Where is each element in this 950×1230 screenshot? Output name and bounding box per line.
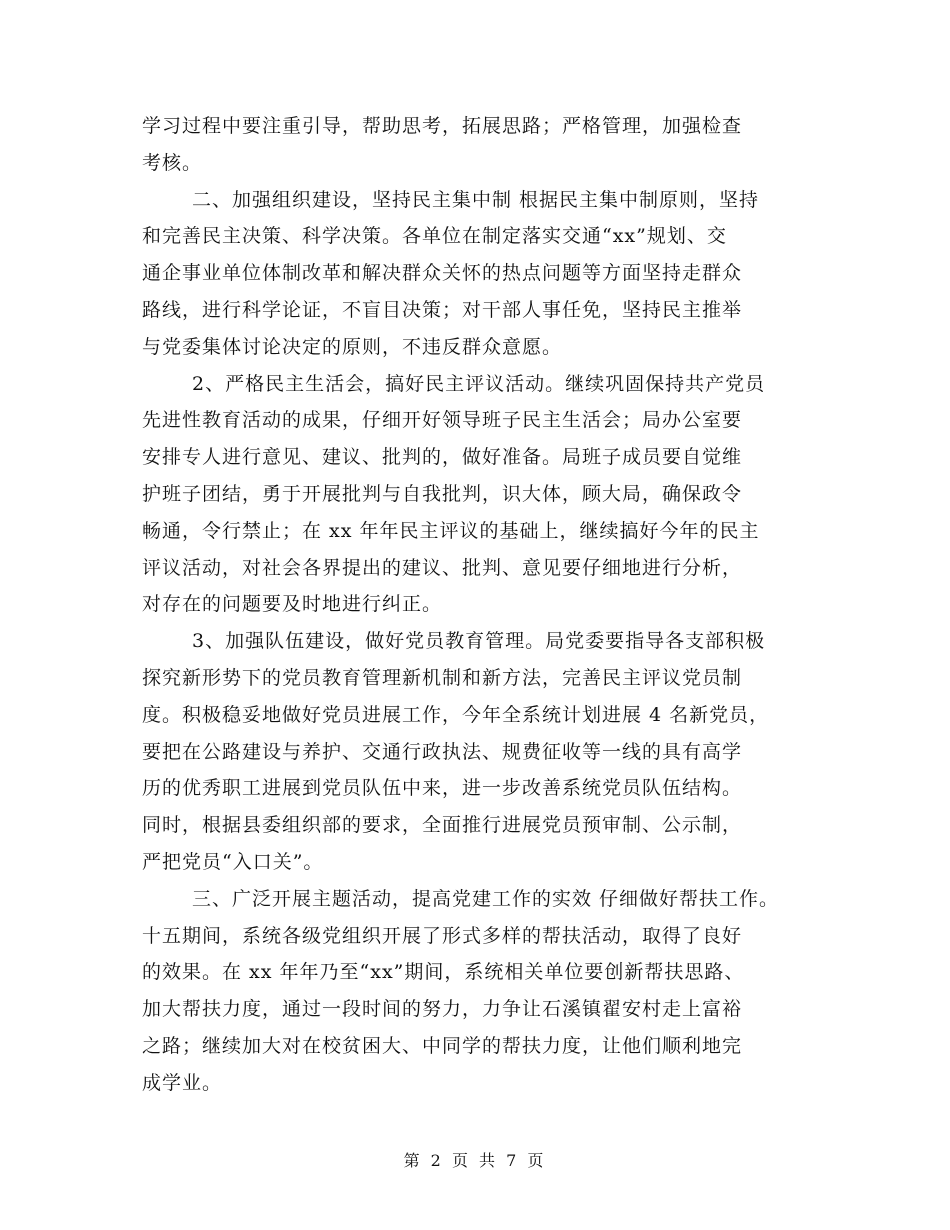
text-line: 和完善民主决策、科学决策。各单位在制定落实交通“xx”规划、交 [142,225,727,248]
text-line: 的效果。在 xx 年年乃至“xx”期间，系统相关单位要创新帮扶思路、 [142,961,745,984]
text-line: 畅通，令行禁止；在 xx 年年民主评议的基础上，继续搞好今年的民主 [142,519,760,542]
text-line: 要把在公路建设与养护、交通行政执法、规费征收等一线的具有高学 [142,740,743,763]
text-line: 加大帮扶力度，通过一段时间的努力，力争让石溪镇翟安村走上富裕 [142,998,743,1021]
text-line: 探究新形势下的党员教育管理新机制和新方法，完善民主评议党员制 [142,666,743,689]
text-line: 安排专人进行意见、建议、批判的，做好准备。局班子成员要自觉维 [142,446,743,469]
text-line: 度。积极稳妥地做好党员进展工作，今年全系统计划进展 4 名新党员， [142,703,770,726]
text-line: 评议活动，对社会各界提出的建议、批判、意见要仔细地进行分析， [142,556,743,579]
text-line: 同时，根据县委组织部的要求，全面推行进展党员预审制、公示制， [142,814,743,837]
text-line: 历的优秀职工进展到党员队伍中来，进一步改善系统党员队伍结构。 [142,777,743,800]
paragraph-start-line: 3、加强队伍建设，做好党员教育管理。局党委要指导各支部积极 [192,630,766,653]
text-line: 通企事业单位体制改革和解决群众关怀的热点问题等方面坚持走群众 [142,262,743,285]
text-line: 护班子团结，勇于开展批判与自我批判，识大体，顾大局，确保政令 [142,482,743,505]
text-line: 与党委集体讨论决定的原则，不违反群众意愿。 [142,335,563,358]
text-line: 成学业。 [142,1071,223,1094]
text-line: 考核。 [142,151,203,174]
section-heading-line: 二、加强组织建设，坚持民主集中制 根据民主集中制原则，坚持 [192,188,760,211]
page-number-footer: 第 2 页 共 7 页 [403,1151,547,1170]
paragraph-start-line: 2、严格民主生活会，搞好民主评议活动。继续巩固保持共产党员 [192,372,766,395]
document-body [142,108,842,1102]
text-line: 先进性教育活动的成果，仔细开好领导班子民主生活会；局办公室要 [142,409,743,432]
section-heading-line: 三、广泛开展主题活动，提高党建工作的实效 仔细做好帮扶工作。 [192,887,780,910]
text-line: 学习过程中要注重引导，帮助思考，拓展思路；严格管理，加强检查 [142,115,743,137]
text-line: 路线，进行科学论证，不盲目决策；对干部人事任免，坚持民主推举 [142,298,743,321]
text-line: 十五期间，系统各级党组织开展了形式多样的帮扶活动，取得了良好 [142,924,743,947]
text-line: 严把党员“入口关”。 [142,850,324,873]
text-line: 对存在的问题要及时地进行纠正。 [142,593,443,616]
text-line: 之路；继续加大对在校贫困大、中同学的帮扶力度，让他们顺利地完 [142,1034,743,1057]
